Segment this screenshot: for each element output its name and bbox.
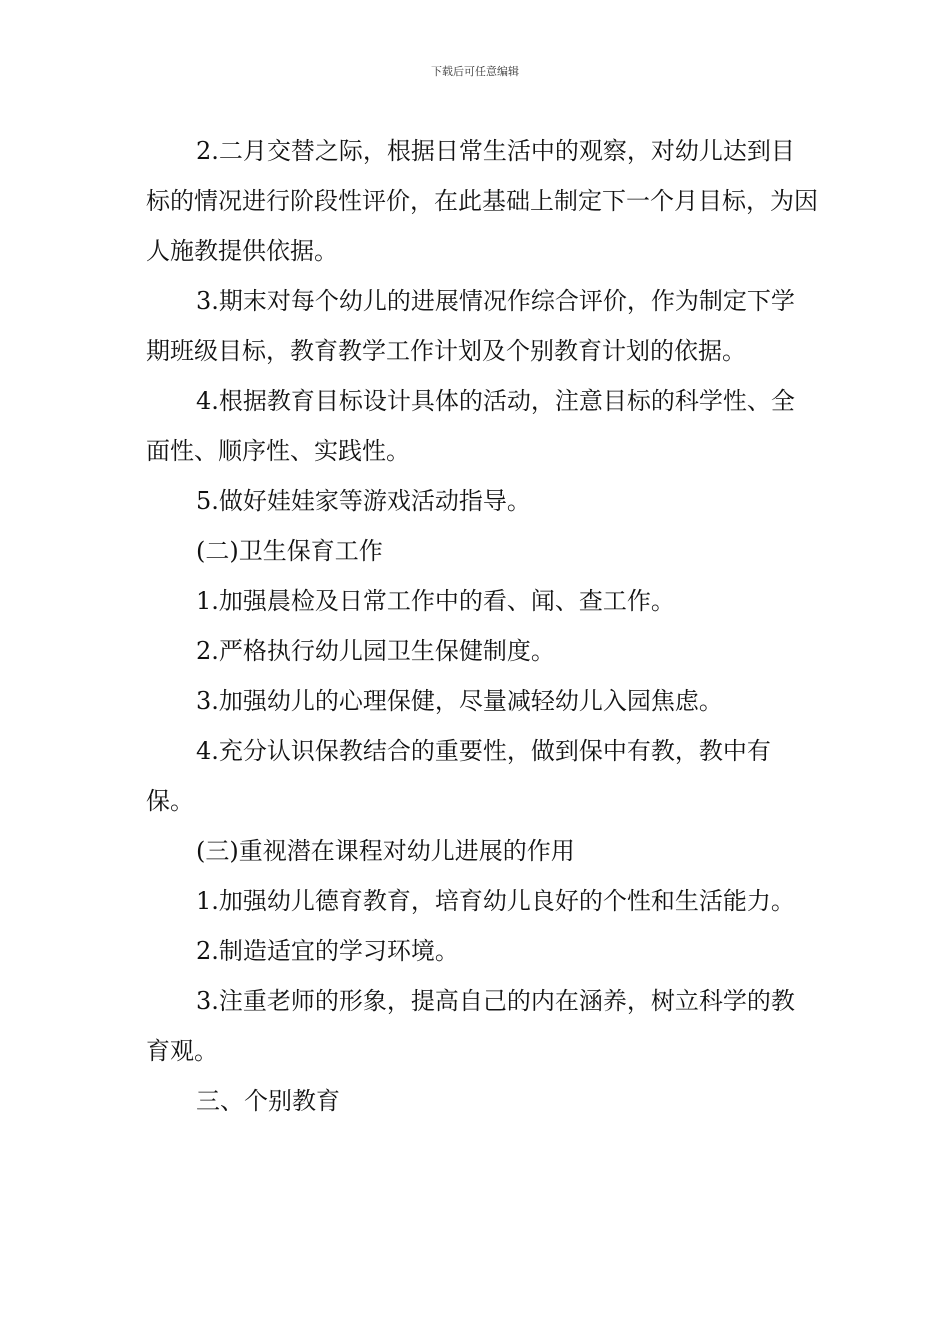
paragraph: 3.加强幼儿的心理保健，尽量减轻幼儿入园焦虑。 [196,687,723,715]
paragraph: 1.加强晨检及日常工作中的看、闻、查工作。 [196,587,675,615]
paragraph: 3.期末对每个幼儿的进展情况作综合评价，作为制定下学期班级目标，教育教学工作计划及个别教育计划的依据。 [146,287,795,365]
section-heading: (二)卫生保育工作 [196,537,383,565]
section-heading: 三、个别教育 [196,1087,340,1115]
paragraph: 2.二月交替之际，根据日常生活中的观察，对幼儿达到目标的情况进行阶段性评价，在此基础上制定下一个月目标，为因人施教提供依据。 [146,137,818,265]
paragraph: 2.制造适宜的学习环境。 [196,937,459,965]
paragraph: 2.严格执行幼儿园卫生保健制度。 [196,637,555,665]
paragraph: 5.做好娃娃家等游戏活动指导。 [196,487,531,515]
page-header: 下载后可任意编辑 [431,65,519,78]
document-body [146,126,818,1126]
section-heading: (三)重视潜在课程对幼儿进展的作用 [196,837,575,865]
paragraph: 1.加强幼儿德育教育，培育幼儿良好的个性和生活能力。 [196,887,795,915]
paragraph: 4.根据教育目标设计具体的活动，注意目标的科学性、全面性、顺序性、实践性。 [146,387,795,465]
paragraph: 4.充分认识保教结合的重要性，做到保中有教，教中有保。 [146,737,771,815]
paragraph: 3.注重老师的形象，提高自己的内在涵养，树立科学的教育观。 [146,987,795,1065]
